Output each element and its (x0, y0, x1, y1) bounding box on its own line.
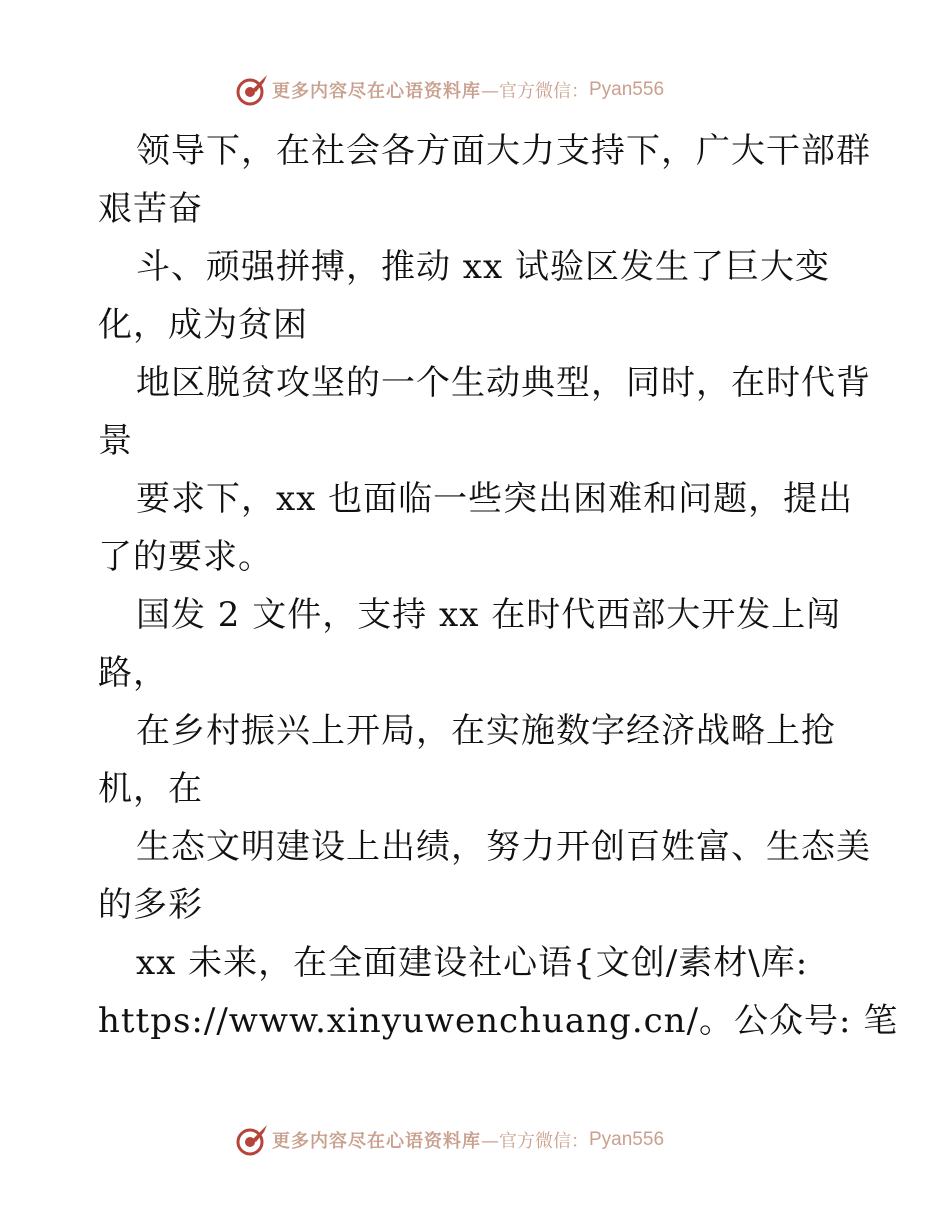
banner-wechat-id: Pyan556 (589, 79, 665, 100)
text-line: 路， (98, 653, 168, 693)
text-line: 国发 2 文件，支持 xx 在时代西部大开发上闯 (136, 595, 842, 635)
banner-separator: —官方微信： (481, 1131, 589, 1152)
banner-separator: —官方微信： (481, 81, 589, 102)
text-line: 地区脱贫攻坚的一个生动典型，同时，在时代背 (136, 363, 871, 403)
document-body (98, 122, 899, 1050)
text-line: 化，成为贫困 (98, 305, 308, 345)
text-line: 生态文明建设上出绩，努力开创百姓富、生态美 (136, 827, 871, 867)
text-line: 艰苦奋 (98, 189, 203, 229)
text-line: 斗、顽强拼搏，推动 xx 试验区发生了巨大变 (136, 247, 830, 287)
quill-logo-icon (234, 1122, 270, 1158)
text-line: xx 未来，在全面建设社心语{文创/素材\库: (136, 943, 809, 983)
quill-logo-icon (234, 72, 270, 108)
text-line: 要求下，xx 也面临一些突出困难和问题，提出 (136, 479, 854, 519)
text-line: 了的要求。 (98, 537, 273, 577)
footer-watermark (234, 1122, 664, 1158)
text-line: 领导下，在社会各方面大力支持下，广大干部群 (136, 131, 871, 171)
text-line: 的多彩 (98, 885, 203, 925)
banner-title: 更多内容尽在心语资料库 (272, 1131, 481, 1152)
text-line: 景 (98, 421, 133, 461)
text-line: 在乡村振兴上开局，在实施数字经济战略上抢 (136, 711, 836, 751)
text-line: 机，在 (98, 769, 203, 809)
header-watermark (234, 72, 664, 108)
banner-wechat-id: Pyan556 (589, 1129, 665, 1150)
banner-title: 更多内容尽在心语资料库 (272, 81, 481, 102)
text-line: https://www.xinyuwenchuang.cn/。公众号: 笔 (98, 1001, 899, 1041)
